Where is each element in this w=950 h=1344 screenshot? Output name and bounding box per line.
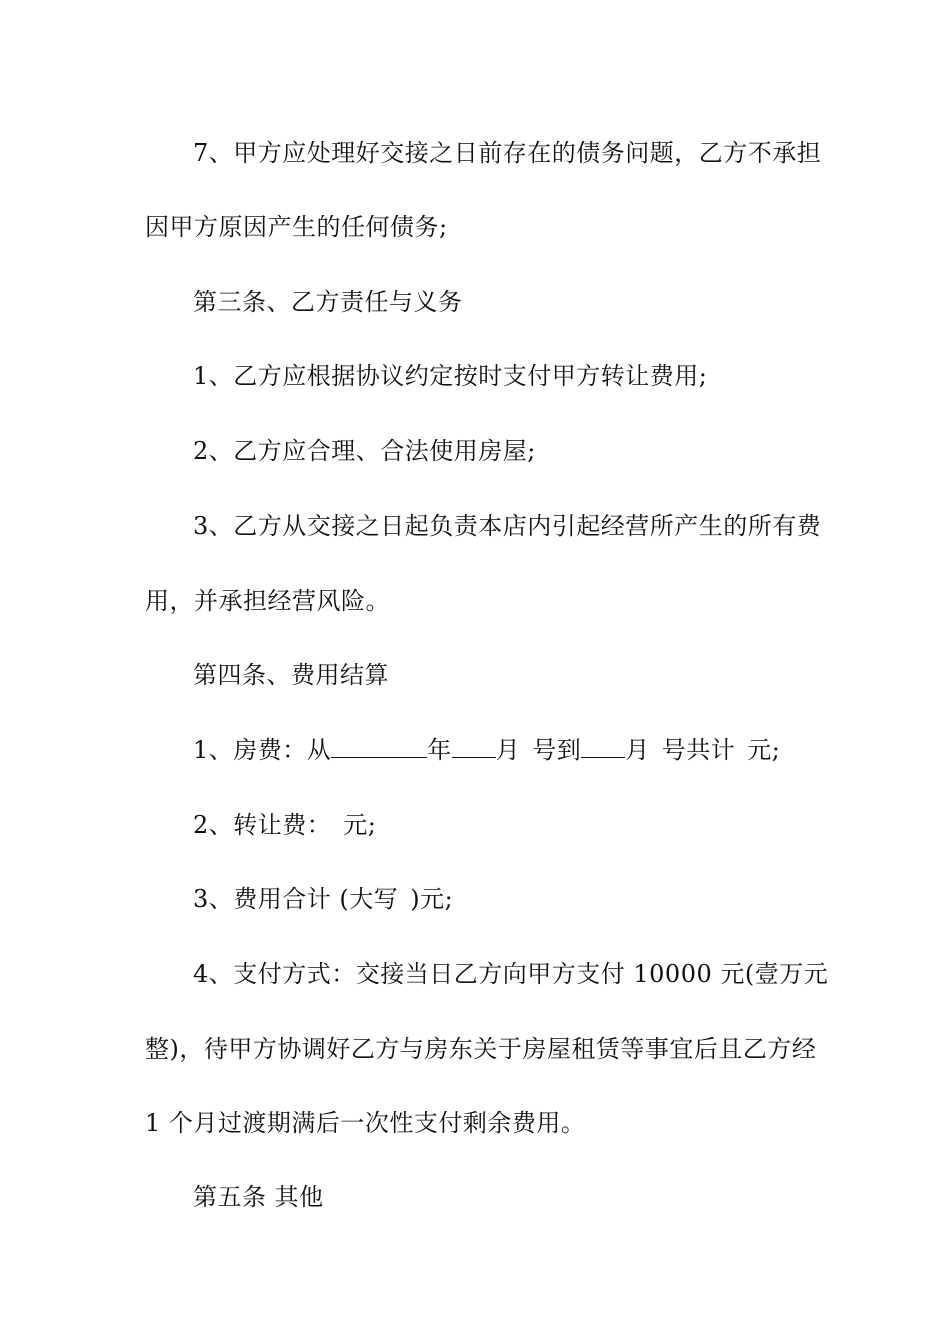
total-fee-label: 3、费用合计 (大写 [193,885,399,913]
transfer-fee-yuan: 元; [343,811,377,839]
article-5-heading: 第五条 其他 [193,1183,324,1211]
article-3-item-1: 1、乙方应根据协议约定按时支付甲方转让费用; [193,362,708,390]
month-blank-1 [452,735,496,758]
article-4-heading: 第四条、费用结算 [193,661,389,689]
yuan-label: 元; [747,736,781,764]
clause-7-line-2: 因甲方原因产生的任何债务; [145,213,448,241]
article-3-item-2: 2、乙方应合理、合法使用房屋; [193,437,536,465]
day-total-label: 号共计 [661,736,736,764]
day-to-label: 号到 [532,736,582,764]
rent-label: 1、房费：从 [193,736,332,764]
year-blank [331,735,427,758]
month-label-2: 月 [625,736,650,764]
year-label: 年 [427,736,452,764]
article-4-item-4-line-2: 整)，待甲方协调好乙方与房东关于房屋租赁等事宜后且乙方经 [145,1035,817,1063]
clause-7-line-1: 7、甲方应处理好交接之日前存在的债务问题，乙方不承担 [193,139,822,167]
article-3-item-3-line-1: 3、乙方从交接之日起负责本店内引起经营所产生的所有费 [193,512,822,540]
article-4-item-4-line-1: 4、支付方式：交接当日乙方向甲方支付 10000 元(壹万元 [193,960,829,988]
article-4-item-1 [193,735,825,765]
article-4-item-4-line-3: 1 个月过渡期满后一次性支付剩余费用。 [145,1109,586,1137]
transfer-fee-label: 2、转让费： [193,811,332,839]
article-3-heading: 第三条、乙方责任与义务 [193,288,463,316]
article-4-item-3 [193,884,825,914]
month-blank-2 [581,735,625,758]
month-label-1: 月 [495,736,521,764]
article-4-item-2 [193,810,825,840]
article-3-item-3-line-2: 用，并承担经营风险。 [145,587,390,615]
total-fee-yuan: )元; [410,885,454,913]
